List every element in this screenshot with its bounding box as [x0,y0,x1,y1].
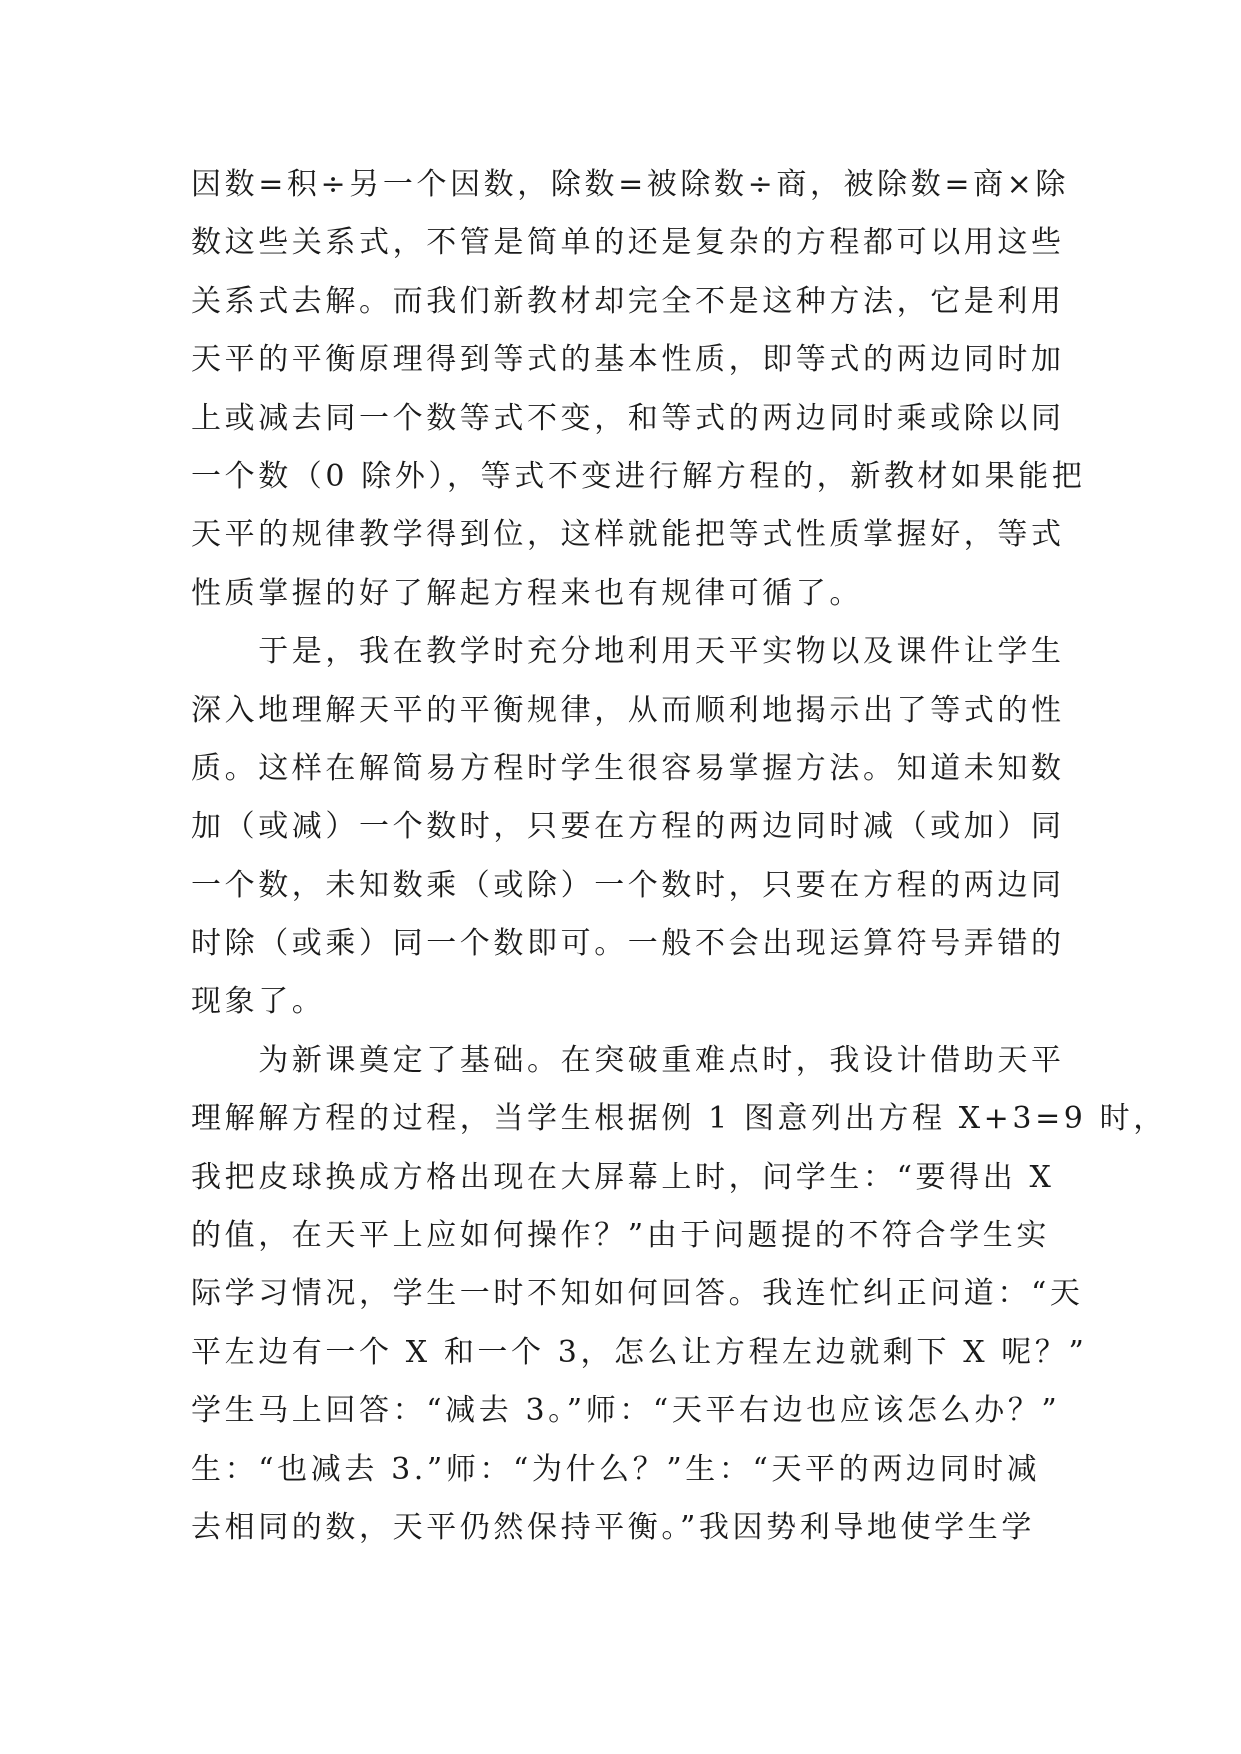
text-line: 关系式去解。而我们新教材却完全不是这种方法，它是利用 [191,283,1065,319]
body-text [191,156,1167,1557]
text-line: 去相同的数，天平仍然保持平衡。”我因势利导地使学生学 [191,1509,1035,1545]
text-line: 现象了。 [191,984,326,1020]
text-line: 为新课奠定了基础。在突破重难点时，我设计借助天平 [191,1042,1065,1078]
text-line: 理解解方程的过程，当学生根据例 1 图意列出方程 X+3=9 时， [191,1101,1167,1137]
text-line: 一个数，未知数乘（或除）一个数时，只要在方程的两边同 [191,867,1065,903]
text-line: 质。这样在解简易方程时学生很容易掌握方法。知道未知数 [191,750,1065,786]
text-line: 时除（或乘）同一个数即可。一般不会出现运算符号弄错的 [191,926,1065,962]
text-line: 加（或减）一个数时，只要在方程的两边同时减（或加）同 [191,809,1065,845]
text-line: 学生马上回答：“减去 3。”师：“天平右边也应该怎么办？” [191,1393,1061,1429]
text-line: 平左边有一个 X 和一个 3，怎么让方程左边就剩下 X 呢？” [191,1334,1088,1370]
text-line: 性质掌握的好了解起方程来也有规律可循了。 [191,575,863,611]
text-line: 的值，在天平上应如何操作？”由于问题提的不符合学生实 [191,1218,1050,1254]
text-line: 深入地理解天平的平衡规律，从而顺利地揭示出了等式的性 [191,692,1065,728]
text-line: 因数=积÷另一个因数，除数=被除数÷商，被除数=商×除 [191,167,1070,202]
text-line: 我把皮球换成方格出现在大屏幕上时，问学生：“要得出 X [191,1159,1055,1195]
text-line: 数这些关系式，不管是简单的还是复杂的方程都可以用这些 [191,225,1065,261]
text-line: 于是，我在教学时充分地利用天平实物以及课件让学生 [191,634,1065,670]
text-line: 上或减去同一个数等式不变，和等式的两边同时乘或除以同 [191,400,1065,436]
text-line: 天平的平衡原理得到等式的基本性质，即等式的两边同时加 [191,342,1065,378]
text-line: 际学习情况，学生一时不知如何回答。我连忙纠正问道：“天 [191,1276,1084,1312]
text-line: 生：“也减去 3.”师：“为什么？”生：“天平的两边同时减 [191,1451,1041,1487]
text-line: 一个数（0 除外），等式不变进行解方程的，新教材如果能把 [191,458,1086,494]
text-line: 天平的规律教学得到位，这样就能把等式性质掌握好，等式 [191,517,1065,553]
